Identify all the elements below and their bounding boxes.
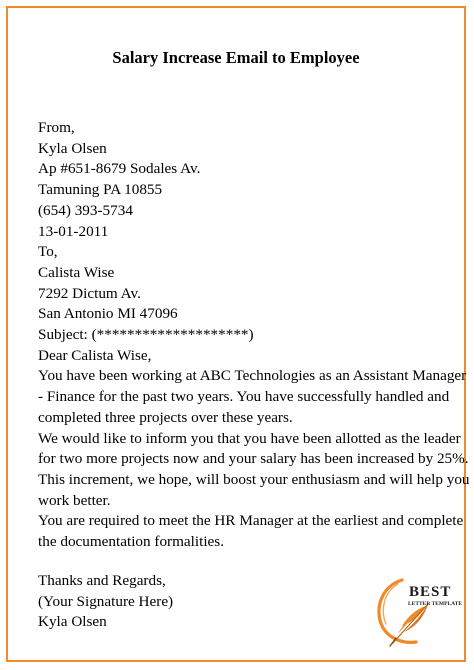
paragraph-2-line-2: for two more projects now and your salary has been increased by 25%. <box>38 450 469 468</box>
logo-subtitle: LETTER TEMPLATE <box>408 601 463 607</box>
best-letter-template-logo <box>372 574 472 652</box>
paragraph-3-line-2: the documentation formalities. <box>38 533 224 551</box>
paragraph-1-line-3: completed three projects over these years. <box>38 408 293 426</box>
logo-word: BEST <box>409 584 452 600</box>
signature-placeholder: (Your Signature Here) <box>38 592 174 610</box>
sender-address-line-2: Tamuning PA 10855 <box>38 181 163 199</box>
paragraph-2-line-3: This increment, we hope, will boost your enthusiasm and will help you <box>38 470 470 488</box>
sender-address-line-1: Ap #651-8679 Sodales Av. <box>38 160 201 178</box>
recipient-address-line-1: 7292 Dictum Av. <box>38 284 141 302</box>
to-label: To, <box>38 243 58 261</box>
paragraph-2-line-4: work better. <box>38 491 111 509</box>
from-label: From, <box>38 119 75 136</box>
sender-name: Kyla Olsen <box>38 139 107 157</box>
letter-date: 13-01-2011 <box>38 222 109 240</box>
paragraph-1-line-1: You have been working at ABC Technologies as an Assistant Manager <box>38 367 467 385</box>
paragraph-2-line-1: We would like to inform you that you have been allotted as the leader <box>38 429 461 447</box>
letter-sheet <box>6 6 470 662</box>
signer-name: Kyla Olsen <box>38 613 107 631</box>
sender-phone: (654) 393-5734 <box>38 201 133 219</box>
recipient-name: Calista Wise <box>38 263 115 281</box>
paragraph-1-line-2: - Finance for the past two years. You have successfully handled and <box>38 388 450 406</box>
subject-line: Subject: (********************) <box>38 326 254 344</box>
paragraph-3-line-1: You are required to meet the HR Manager at the earliest and complete <box>38 512 464 530</box>
closing-phrase: Thanks and Regards, <box>38 572 166 589</box>
document-title: Salary Increase Email to Employee <box>112 48 360 67</box>
letter-closing <box>38 571 338 633</box>
letter-body <box>38 118 470 553</box>
salutation: Dear Calista Wise, <box>38 346 152 364</box>
recipient-address-line-2: San Antonio MI 47096 <box>38 305 178 323</box>
